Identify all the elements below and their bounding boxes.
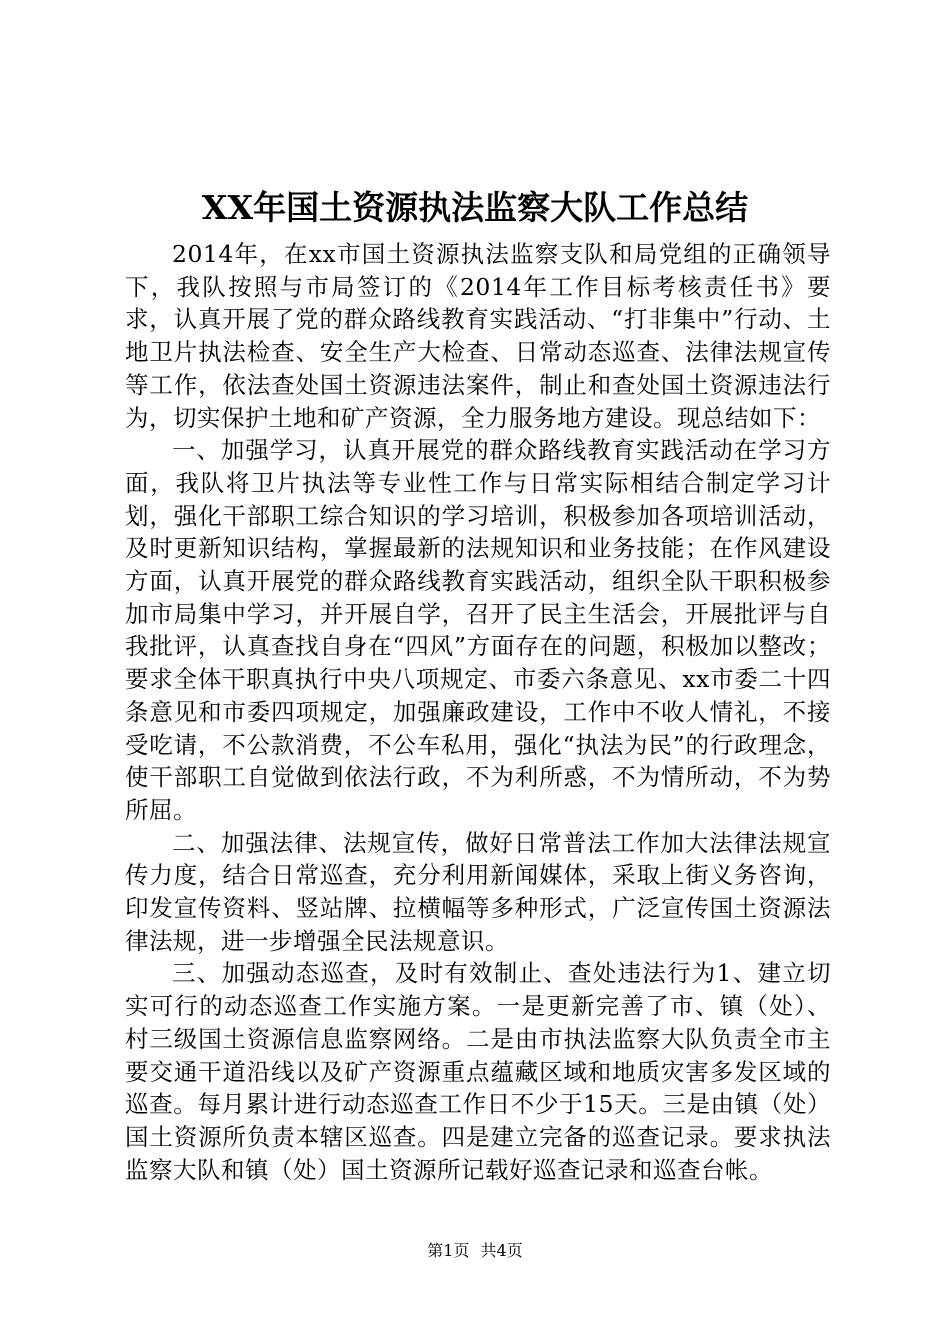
page-footer <box>0 1240 950 1262</box>
paragraph-section-3: 三、加强动态巡查，及时有效制止、查处违法行为1、建立切实可行的动态巡查工作实施方案。一是更新完善了市、镇（处）、村三级国土资源信息监察网络。二是由市执法监察大队负责全市主要交通干道沿线以及矿产资源重点蕴藏区域和地质灾害多发区域的巡查。每月累计进行动态巡查工作日不少于15天。三是由镇（处）国土资源所负责本辖区巡查。四是建立完备的巡查记录。要求执法监察大队和镇（处）国土资源所记载好巡查记录和巡查台帐。 <box>125 959 831 1184</box>
paragraph-intro: 2014年，在xx市国土资源执法监察支队和局党组的正确领导下，我队按照与市局签订的《2014年工作目标考核责任书》要求，认真开展了党的群众路线教育实践活动、“打非集中”行动、土地卫片执法检查、安全生产大检查、日常动态巡查、法律法规宣传等工作，依法查处国土资源违法案件，制止和查处国土资源违法行为，切实保护土地和矿产资源，全力服务地方建设。现总结如下： <box>125 240 831 432</box>
paragraph-section-1: 一、加强学习，认真开展党的群众路线教育实践活动在学习方面，我队将卫片执法等专业性工作与日常实际相结合制定学习计划，强化干部职工综合知识的学习培训，积极参加各项培训活动，及时更新知识结构，掌握最新的法规知识和业务技能；在作风建设方面，认真开展党的群众路线教育实践活动，组织全队干职积极参加市局集中学习，并开展自学，召开了民主生活会，开展批评与自我批评，认真查找自身在“四风”方面存在的问题，积极加以整改；要求全体干职真执行中央八项规定、市委六条意见、xx市委二十四条意见和市委四项规定，加强廉政建设，工作中不收人情礼，不接受吃请，不公款消费，不公车私用，强化“执法为民”的行政理念，使干部职工自觉做到依法行政，不为利所惑，不为情所动，不为势所屈。 <box>125 436 831 824</box>
page-total: 共4页 <box>480 1241 523 1260</box>
paragraph-section-2: 二、加强法律、法规宣传，做好日常普法工作加大法律法规宣传力度，结合日常巡查，充分利用新闻媒体，采取上街义务咨询，印发宣传资料、竖站牌、拉横幅等多种形式，广泛宣传国土资源法律法规，进一步增强全民法规意识。 <box>125 828 831 955</box>
page-number: 第1页 <box>427 1241 470 1260</box>
document-body <box>125 238 831 1186</box>
document-title: XX年国土资源执法监察大队工作总结 <box>201 188 749 227</box>
